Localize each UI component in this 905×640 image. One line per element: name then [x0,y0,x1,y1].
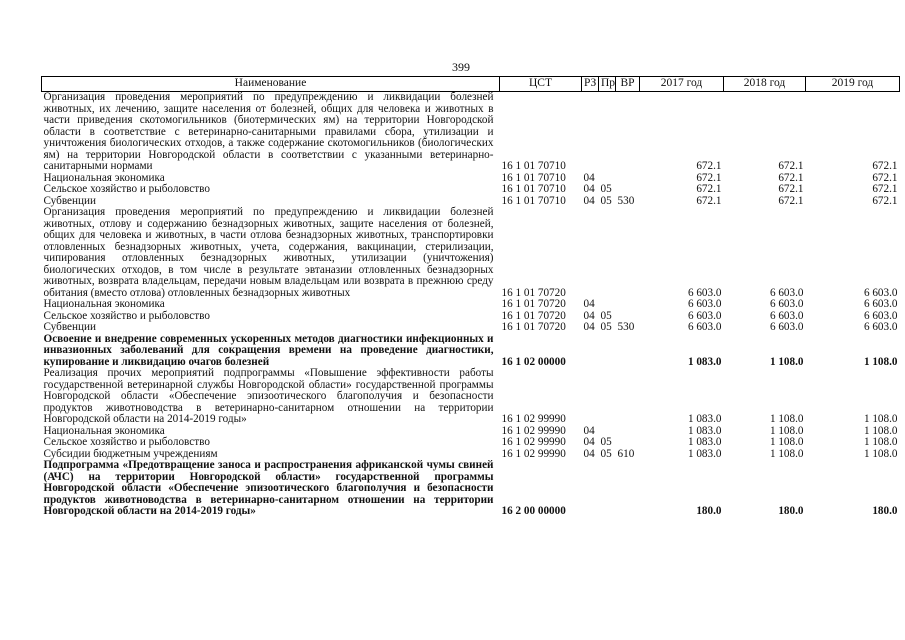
row-pr [599,92,616,173]
table-row [42,322,900,334]
row-name: Субвенции [43,321,96,333]
row-name: Сельское хозяйство и рыболовство [43,183,210,195]
row-name: Субвенции [43,194,96,207]
header-2019: 2019 год [806,77,900,92]
row-value-2018: 6 603.0 [769,286,804,299]
header-name: Наименование [42,77,500,92]
row-name: Сельское хозяйство и рыболовство [43,309,210,322]
row-cst-code: 16 1 01 70710 [501,160,566,172]
row-rz [582,207,599,299]
row-name: Организация проведения мероприятий по предупреждению и ликвидации болезней животных, их лечению, защите населения от болезней, общих для человека и животных в части приведения скотомогильников (биотермических ям) на территории Новгородской области в соответствие с ветеринарно-санитарными правилами сбора, утилизации и уничтожения биологических отходов, а также содержание скотомогильников (биологических ям) на территории Новгородской области в соответствии с указанными ветеринарно-санитарными нормами [43,91,494,172]
row-pr: 05 [600,447,612,460]
row-value-2018: 672.1 [778,183,804,195]
row-value-2019: 180.0 [872,505,898,517]
row-cst-code: 16 1 02 99990 [501,424,566,437]
row-value-2018: 6 603.0 [769,321,804,333]
row-value-2017: 672.1 [696,160,722,172]
row-value-2017: 1 083.0 [687,436,722,448]
table-row [42,460,900,518]
row-value-2017: 1 083.0 [687,447,722,460]
row-rz: 04 [583,447,595,460]
row-vr [616,426,640,438]
row-vr [616,184,640,196]
row-rz: 04 [583,321,595,333]
row-value-2018: 6 603.0 [769,309,804,322]
table-row [42,184,900,196]
row-name: Организация проведения мероприятий по предупреждению и ликвидации болезней животных, отлову и содержанию безнадзорных животных, защите населения от болезней, общих для человека и животных, в части отлова безнадзорных животных, транспортировки отловленных безнадзорных животных, учета, содержания, вакцинации, стерилизации, чипирования отловленных безнадзорных животных, утилизации (уничтожения) биологических отходов, в том числе в результате эвтаназии отловленных безнадзорных животных, возврата владельцам, передачи новым владельцам или возврата в прежнюю среду обитания (вместо отлова) отловленных безнадзорных животных [43,206,494,299]
row-name: Национальная экономика [43,171,165,184]
row-pr: 05 [600,436,612,448]
row-value-2018: 1 108.0 [769,413,804,425]
row-pr [599,368,616,426]
row-cst-code: 16 1 01 70720 [501,286,566,299]
row-name: Освоение и внедрение современных ускоренных методов диагностики инфекционных и инвазионных заболеваний для сокращения времени на проведение диагностики, купирование и ликвидацию очагов болезней [43,332,494,368]
row-cst-code: 16 1 02 99990 [501,413,566,425]
row-value-2017: 6 603.0 [687,298,722,310]
row-rz: 04 [583,298,595,310]
row-rz: 04 [583,424,595,437]
row-value-2019: 1 108.0 [863,436,898,448]
row-rz [582,334,599,369]
row-value-2019: 1 108.0 [863,355,898,368]
row-vr [616,92,640,173]
row-name: Подпрограмма «Предотвращение заноса и распространения африканской чумы свиней (АЧС) на территории Новгородской области» государственной программы Новгородской области «Обеспечение эпизоотического благополучия и безопасности продуктов животноводства в ветеринарно-санитарном отношении на территории Новгородской области на 2014-2019 годы» [43,459,494,517]
row-value-2018: 672.1 [778,171,804,184]
row-value-2017: 672.1 [696,171,722,184]
row-cst-code: 16 1 02 99990 [501,447,566,460]
row-cst-code: 16 1 01 70720 [501,321,566,333]
row-vr: 530 [617,194,635,207]
row-vr [616,173,640,185]
row-value-2017: 6 603.0 [687,286,722,299]
row-value-2017: 672.1 [696,194,722,207]
row-pr [599,334,616,369]
row-pr: 05 [600,309,612,322]
row-value-2017: 1 083.0 [687,413,722,425]
row-pr: 05 [600,183,612,195]
row-value-2018: 180.0 [778,505,804,517]
row-value-2018: 1 108.0 [769,436,804,448]
row-value-2019: 6 603.0 [863,286,898,299]
row-value-2017: 672.1 [696,183,722,195]
row-value-2019: 6 603.0 [863,321,898,333]
row-value-2019: 6 603.0 [863,298,898,310]
row-name: Субсидии бюджетным учреждениям [43,447,218,460]
row-vr: 530 [617,321,635,333]
row-cst-code: 16 1 01 70710 [501,183,566,195]
row-rz: 04 [583,194,595,207]
row-cst-code: 16 1 01 70710 [501,194,566,207]
row-vr [616,299,640,311]
header-cst: ЦСТ [500,77,582,92]
row-pr [599,207,616,299]
row-cst-code: 16 1 01 70710 [501,171,566,184]
row-vr [616,460,640,518]
row-pr [599,299,616,311]
row-value-2018: 6 603.0 [769,298,804,310]
row-value-2017: 180.0 [696,505,722,517]
row-vr [616,437,640,449]
table-row [42,334,900,369]
table-row [42,437,900,449]
table-row [42,207,900,299]
row-value-2019: 672.1 [872,160,898,172]
row-rz: 04 [583,171,595,184]
row-value-2017: 1 083.0 [687,355,722,368]
header-rz: РЗ [582,77,599,92]
row-value-2018: 672.1 [778,160,804,172]
row-value-2019: 672.1 [872,171,898,184]
row-name: Сельское хозяйство и рыболовство [43,436,210,448]
row-value-2019: 1 108.0 [863,413,898,425]
row-value-2019: 672.1 [872,183,898,195]
row-vr: 610 [617,447,635,460]
row-value-2019: 6 603.0 [863,309,898,322]
row-rz [582,368,599,426]
row-cst-code: 16 1 02 99990 [501,436,566,448]
table-row [42,92,900,173]
row-rz: 04 [583,436,595,448]
row-value-2018: 1 108.0 [769,424,804,437]
table-row [42,299,900,311]
header-pr: Пр [599,77,616,92]
row-vr [616,368,640,426]
row-cst-code: 16 1 01 70720 [501,298,566,310]
row-value-2018: 1 108.0 [769,355,804,368]
row-value-2018: 1 108.0 [769,447,804,460]
table-body [42,92,900,518]
row-rz [582,92,599,173]
table-row [42,368,900,426]
row-cst-code: 16 1 02 00000 [501,355,566,368]
row-cst-code: 16 2 00 00000 [501,505,566,517]
table-header [42,77,900,92]
header-2018: 2018 год [724,77,806,92]
row-rz: 04 [583,183,595,195]
row-pr [599,460,616,518]
row-value-2017: 6 603.0 [687,321,722,333]
row-vr [616,334,640,369]
row-rz: 04 [583,309,595,322]
row-value-2019: 1 108.0 [863,447,898,460]
row-value-2018: 672.1 [778,194,804,207]
row-vr [616,207,640,299]
row-pr: 05 [600,194,612,207]
row-value-2017: 6 603.0 [687,309,722,322]
row-value-2019: 1 108.0 [863,424,898,437]
header-2017: 2017 год [640,77,724,92]
row-pr: 05 [600,321,612,333]
row-name: Национальная экономика [43,298,165,310]
row-value-2017: 1 083.0 [687,424,722,437]
page-number: 399 [452,60,470,74]
budget-table [41,76,900,518]
row-value-2019: 672.1 [872,194,898,207]
row-rz [582,460,599,518]
row-name: Национальная экономика [43,424,165,437]
row-cst-code: 16 1 01 70720 [501,309,566,322]
header-vr: ВР [616,77,640,92]
row-name: Реализация прочих мероприятий подпрограммы «Повышение эффективности работы государственной ветеринарной службы Новгородской области» государственной программы Новгородской области «Обеспечение эпизоотического благополучия и безопасности продуктов животноводства в ветеринарно-санитарном отношении на территории Новгородской области на 2014-2019 годы» [43,367,494,425]
